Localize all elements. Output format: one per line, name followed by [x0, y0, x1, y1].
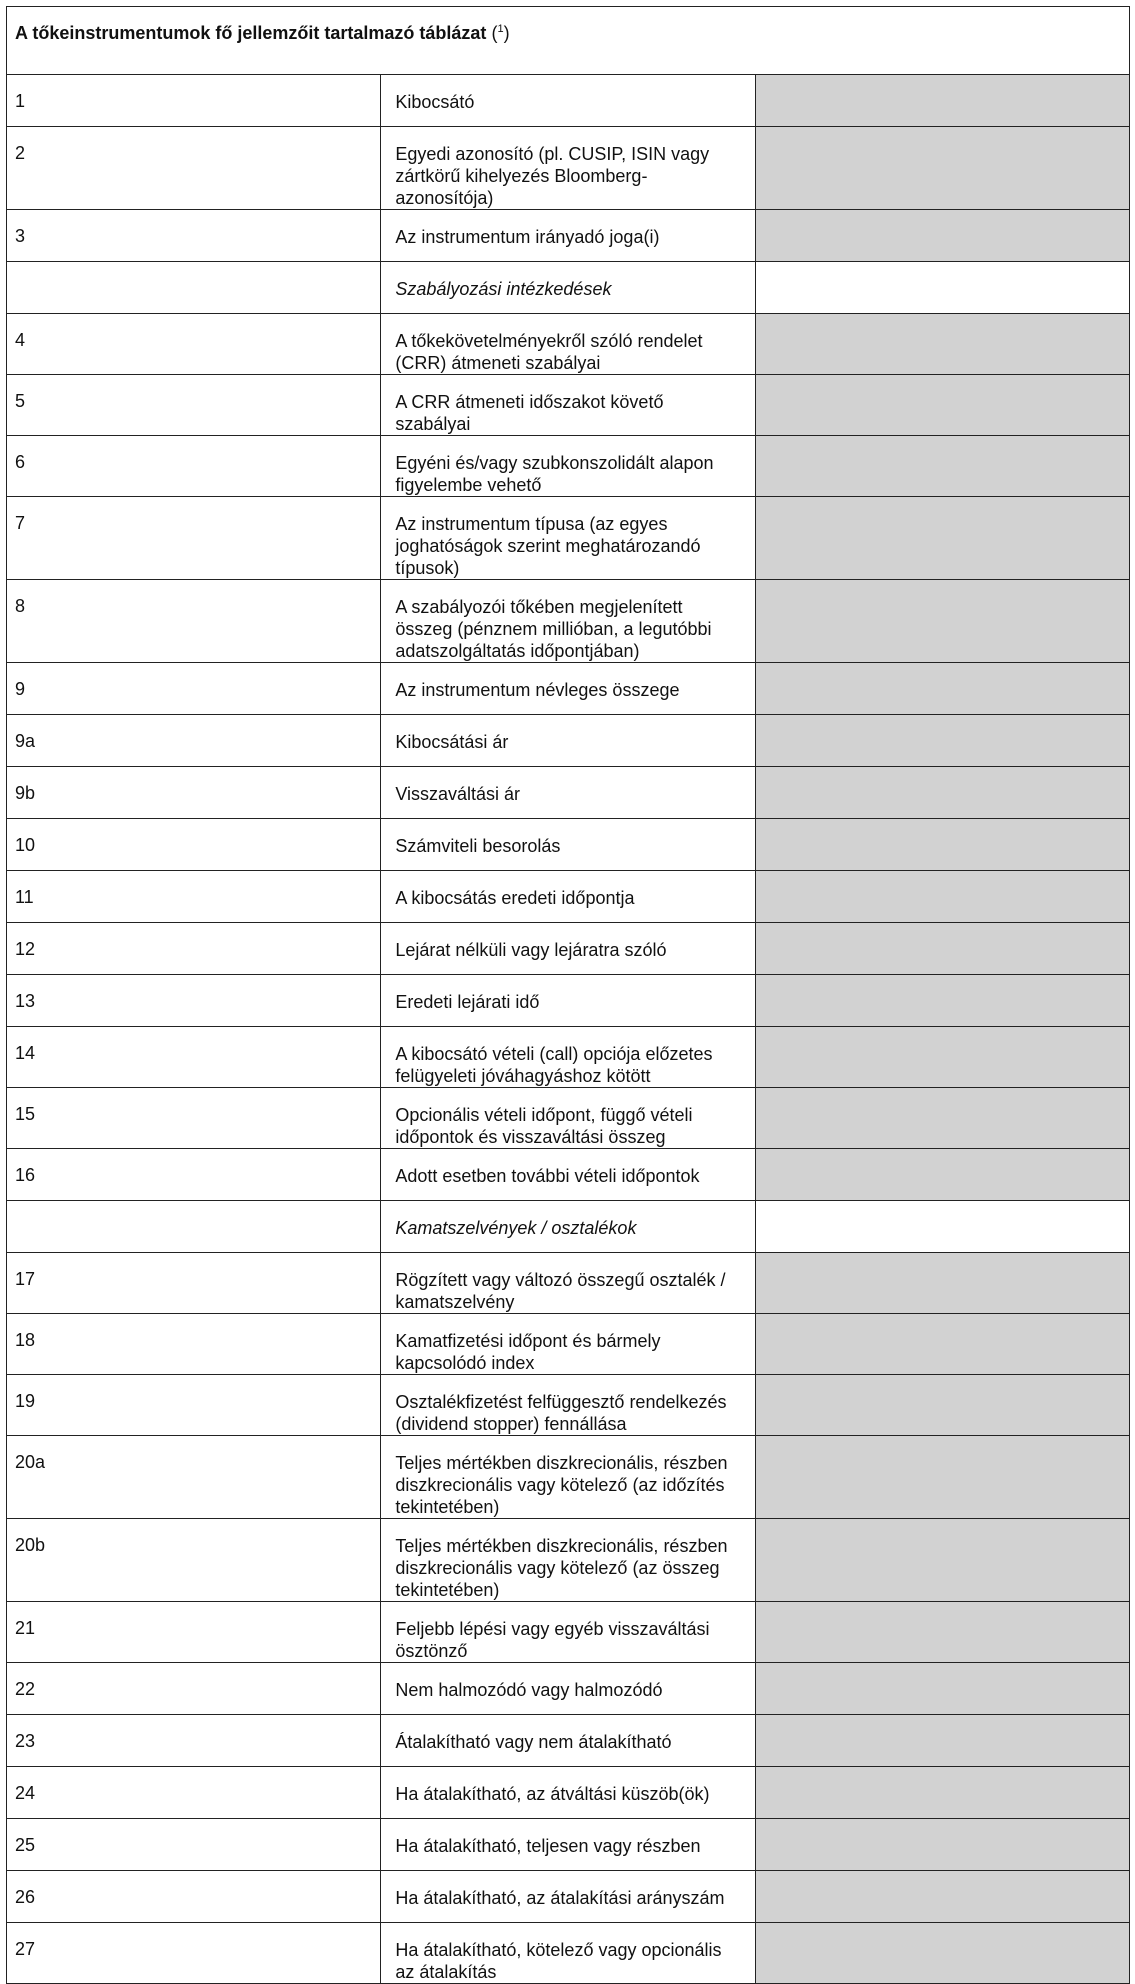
- row-number: 12: [7, 923, 381, 975]
- row-description: Ha átalakítható, az átalakítási arányszám: [381, 1871, 755, 1923]
- value-cell-shaded: [755, 1871, 1129, 1923]
- row-number: 20a: [7, 1436, 381, 1519]
- value-cell-shaded: [755, 75, 1129, 127]
- section-header-row: [7, 1201, 1130, 1253]
- table-row: [7, 1767, 1130, 1819]
- table-title: A tőkeinstrumentumok fő jellemzőit tartalmazó táblázat: [15, 23, 487, 43]
- row-number: 9: [7, 663, 381, 715]
- table-row: [7, 871, 1130, 923]
- table-row: [7, 1027, 1130, 1088]
- table-title-footnote-close: ): [503, 23, 510, 43]
- value-cell-shaded: [755, 580, 1129, 663]
- table-row: [7, 314, 1130, 375]
- value-cell-shaded: [755, 1027, 1129, 1088]
- row-description: Opcionális vételi időpont, függő vételi időpontok és visszaváltási összeg: [381, 1088, 755, 1149]
- value-cell-shaded: [755, 767, 1129, 819]
- row-number: 10: [7, 819, 381, 871]
- table-body: [7, 7, 1130, 1984]
- value-cell-shaded: [755, 1519, 1129, 1602]
- value-cell-shaded: [755, 1663, 1129, 1715]
- value-cell-shaded: [755, 1767, 1129, 1819]
- value-cell-shaded: [755, 1314, 1129, 1375]
- row-number: 8: [7, 580, 381, 663]
- row-number: [7, 1201, 381, 1253]
- table-row: [7, 1314, 1130, 1375]
- value-cell-shaded: [755, 210, 1129, 262]
- table-title-row: [7, 7, 1130, 75]
- section-header-row: [7, 262, 1130, 314]
- row-number: 5: [7, 375, 381, 436]
- row-description: Eredeti lejárati idő: [381, 975, 755, 1027]
- row-number: 15: [7, 1088, 381, 1149]
- table-title-cell: [7, 7, 1130, 75]
- row-number: 7: [7, 497, 381, 580]
- row-number: 25: [7, 1819, 381, 1871]
- row-description: Kamatfizetési időpont és bármely kapcsolódó index: [381, 1314, 755, 1375]
- table-row: [7, 1149, 1130, 1201]
- value-cell-shaded: [755, 436, 1129, 497]
- row-number: 1: [7, 75, 381, 127]
- table-row: [7, 75, 1130, 127]
- capital-instruments-table: [6, 6, 1130, 1984]
- row-description: Rögzített vagy változó összegű osztalék / kamatszelvény: [381, 1253, 755, 1314]
- row-number: 13: [7, 975, 381, 1027]
- row-number: 27: [7, 1923, 381, 1984]
- table-row: [7, 1923, 1130, 1984]
- value-cell-shaded: [755, 715, 1129, 767]
- value-cell-shaded: [755, 1436, 1129, 1519]
- row-number: 20b: [7, 1519, 381, 1602]
- table-row: [7, 210, 1130, 262]
- value-cell-shaded: [755, 1715, 1129, 1767]
- row-description: A CRR átmeneti időszakot követő szabályai: [381, 375, 755, 436]
- table-row: [7, 1819, 1130, 1871]
- value-cell-shaded: [755, 1923, 1129, 1984]
- row-description: Az instrumentum irányadó joga(i): [381, 210, 755, 262]
- value-cell: [755, 1201, 1129, 1253]
- table-title-footnote: 1: [497, 23, 504, 35]
- row-number: 9a: [7, 715, 381, 767]
- table-row: [7, 497, 1130, 580]
- row-number: 18: [7, 1314, 381, 1375]
- row-number: 3: [7, 210, 381, 262]
- value-cell-shaded: [755, 871, 1129, 923]
- table-row: [7, 975, 1130, 1027]
- row-number: 23: [7, 1715, 381, 1767]
- table-row: [7, 1436, 1130, 1519]
- value-cell-shaded: [755, 314, 1129, 375]
- row-description: Átalakítható vagy nem átalakítható: [381, 1715, 755, 1767]
- row-number: 9b: [7, 767, 381, 819]
- row-description: Osztalékfizetést felfüggesztő rendelkezés (dividend stopper) fennállása: [381, 1375, 755, 1436]
- row-description: Ha átalakítható, teljesen vagy részben: [381, 1819, 755, 1871]
- row-number: 14: [7, 1027, 381, 1088]
- row-number: 17: [7, 1253, 381, 1314]
- table-row: [7, 1602, 1130, 1663]
- value-cell: [755, 262, 1129, 314]
- row-number: 26: [7, 1871, 381, 1923]
- row-description: Kibocsátási ár: [381, 715, 755, 767]
- table-row: [7, 1663, 1130, 1715]
- value-cell-shaded: [755, 375, 1129, 436]
- row-description: Teljes mértékben diszkrecionális, részben diszkrecionális vagy kötelező (az összeg tekintetében): [381, 1519, 755, 1602]
- row-description: Ha átalakítható, kötelező vagy opcionális az átalakítás: [381, 1923, 755, 1984]
- row-number: 24: [7, 1767, 381, 1819]
- row-number: 2: [7, 127, 381, 210]
- row-description: A szabályozói tőkében megjelenített összeg (pénznem millióban, a legutóbbi adatszolgáltatás időpontjában): [381, 580, 755, 663]
- table-row: [7, 1375, 1130, 1436]
- row-description: Az instrumentum típusa (az egyes joghatóságok szerint meghatározandó típusok): [381, 497, 755, 580]
- row-description: Kibocsátó: [381, 75, 755, 127]
- table-row: [7, 127, 1130, 210]
- value-cell-shaded: [755, 1602, 1129, 1663]
- row-number: 19: [7, 1375, 381, 1436]
- table-row: [7, 767, 1130, 819]
- table-row: [7, 436, 1130, 497]
- row-description: Egyedi azonosító (pl. CUSIP, ISIN vagy zártkörű kihelyezés Bloomberg-azonosítója): [381, 127, 755, 210]
- table-row: [7, 923, 1130, 975]
- row-description: Feljebb lépési vagy egyéb visszaváltási ösztönző: [381, 1602, 755, 1663]
- table-title-footnote-open: (: [491, 23, 498, 43]
- table-row: [7, 715, 1130, 767]
- row-description: A kibocsátás eredeti időpontja: [381, 871, 755, 923]
- row-description: A kibocsátó vételi (call) opciója előzetes felügyeleti jóváhagyáshoz kötött: [381, 1027, 755, 1088]
- value-cell-shaded: [755, 497, 1129, 580]
- row-description: A tőkekövetelményekről szóló rendelet (CRR) átmeneti szabályai: [381, 314, 755, 375]
- section-title: Kamatszelvények / osztalékok: [381, 1201, 755, 1253]
- row-number: 16: [7, 1149, 381, 1201]
- value-cell-shaded: [755, 663, 1129, 715]
- row-description: Lejárat nélküli vagy lejáratra szóló: [381, 923, 755, 975]
- row-description: Számviteli besorolás: [381, 819, 755, 871]
- table-row: [7, 375, 1130, 436]
- section-title: Szabályozási intézkedések: [381, 262, 755, 314]
- table-row: [7, 819, 1130, 871]
- value-cell-shaded: [755, 975, 1129, 1027]
- row-number: 22: [7, 1663, 381, 1715]
- row-description: Teljes mértékben diszkrecionális, részben diszkrecionális vagy kötelező (az időzítés tekintetében): [381, 1436, 755, 1519]
- table-row: [7, 1871, 1130, 1923]
- table-row: [7, 1715, 1130, 1767]
- table-row: [7, 580, 1130, 663]
- row-description: Ha átalakítható, az átváltási küszöb(ök): [381, 1767, 755, 1819]
- row-description: Visszaváltási ár: [381, 767, 755, 819]
- row-number: [7, 262, 381, 314]
- value-cell-shaded: [755, 923, 1129, 975]
- row-number: 21: [7, 1602, 381, 1663]
- table-row: [7, 1519, 1130, 1602]
- value-cell-shaded: [755, 1088, 1129, 1149]
- value-cell-shaded: [755, 1149, 1129, 1201]
- row-description: Az instrumentum névleges összege: [381, 663, 755, 715]
- value-cell-shaded: [755, 127, 1129, 210]
- value-cell-shaded: [755, 1375, 1129, 1436]
- row-number: 11: [7, 871, 381, 923]
- table-row: [7, 1253, 1130, 1314]
- row-description: Adott esetben további vételi időpontok: [381, 1149, 755, 1201]
- row-description: Egyéni és/vagy szubkonszolidált alapon figyelembe vehető: [381, 436, 755, 497]
- row-number: 4: [7, 314, 381, 375]
- table-row: [7, 1088, 1130, 1149]
- table-row: [7, 663, 1130, 715]
- row-number: 6: [7, 436, 381, 497]
- value-cell-shaded: [755, 819, 1129, 871]
- row-description: Nem halmozódó vagy halmozódó: [381, 1663, 755, 1715]
- value-cell-shaded: [755, 1819, 1129, 1871]
- value-cell-shaded: [755, 1253, 1129, 1314]
